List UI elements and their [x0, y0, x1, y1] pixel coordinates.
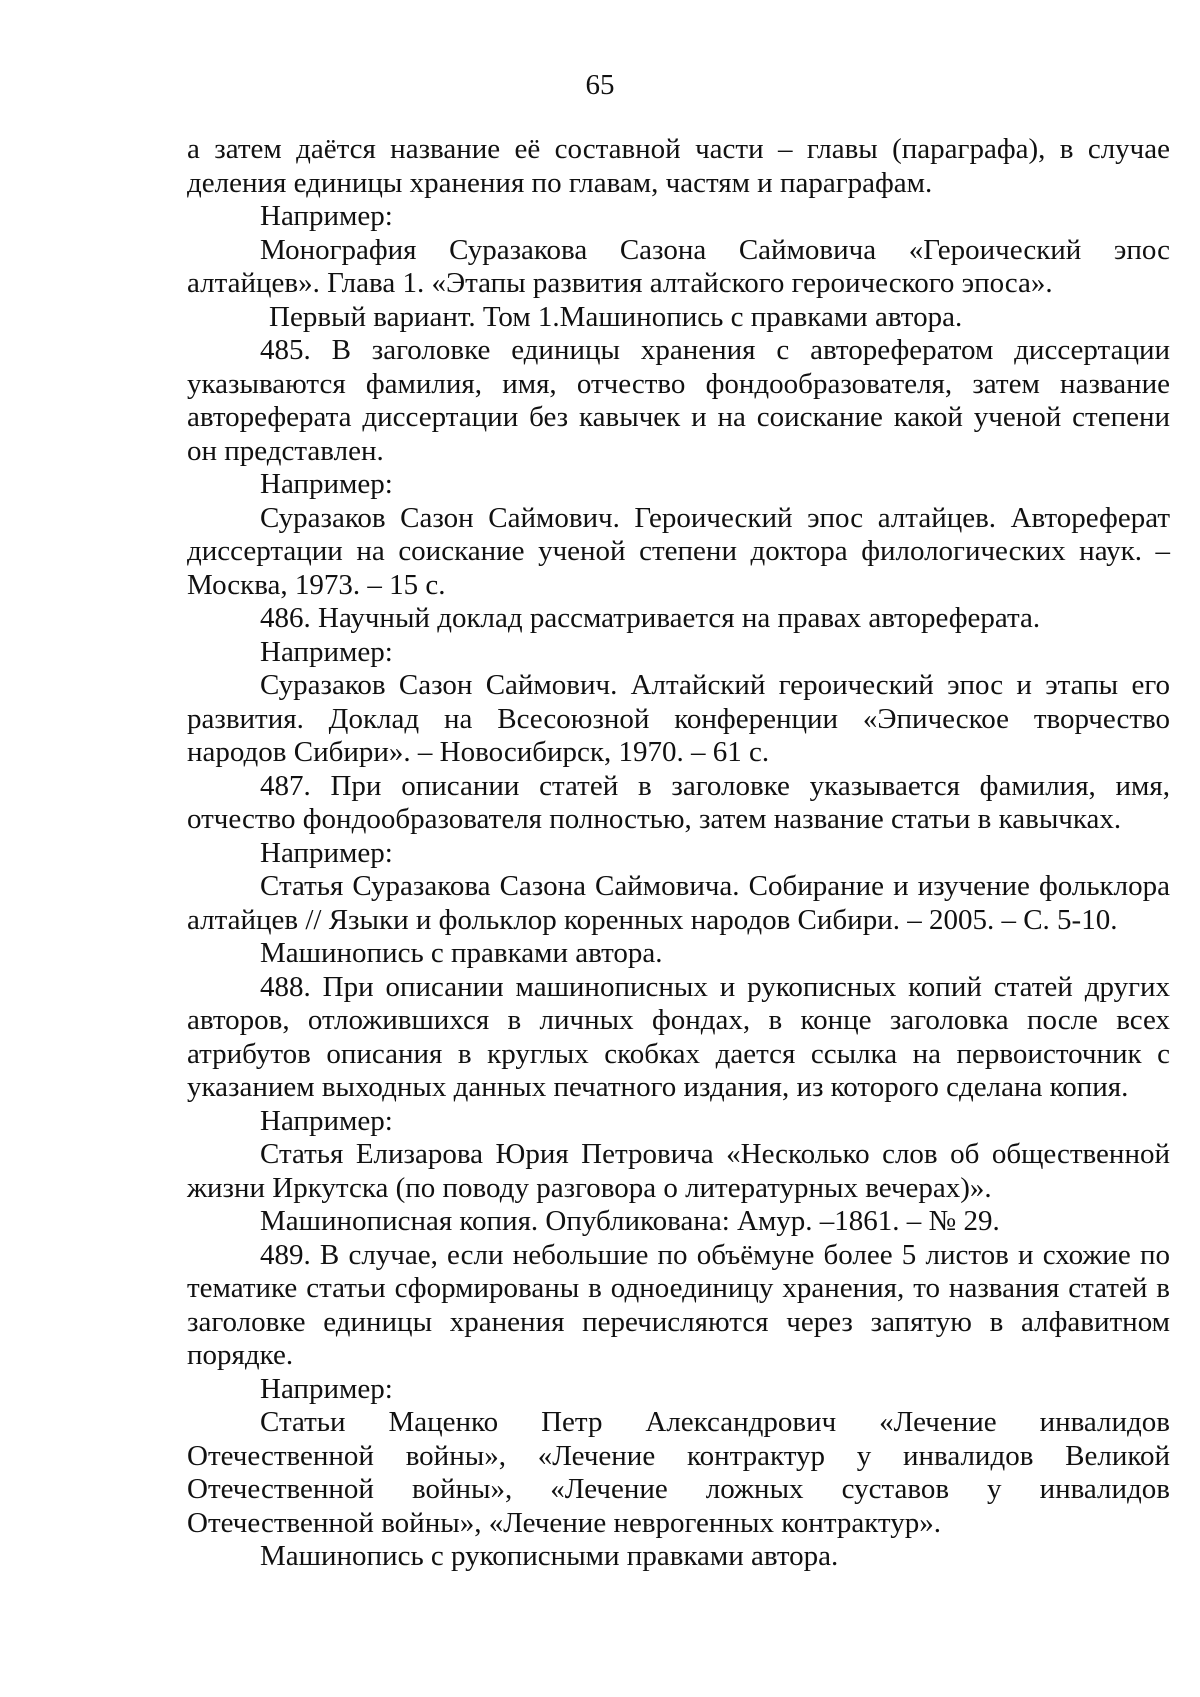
example-label: Например:: [260, 200, 393, 232]
paragraph-486: 486. Научный доклад рассматривается на правах автореферата.: [260, 602, 1041, 634]
example-text: Статья Елизарова Юрия Петровича «Несколько слов об общественной жизни Иркутска (по поводу разговора о литературных вечерах)».: [187, 1138, 1170, 1204]
paragraph: а затем даётся название её составной части – главы (параграфа), в случае деления единицы хранения по главам, частям и параграфам.: [187, 133, 1170, 199]
example-text: Суразаков Сазон Саймович. Героический эпос алтайцев. Автореферат диссертации на соискание ученой степени доктора филологических наук. –Москва, 1973. – 15 с.: [187, 501, 1170, 601]
example-label: Например:: [260, 1104, 393, 1137]
example-label: Например:: [260, 468, 393, 500]
paragraph-485: 485. В заголовке единицы хранения с авторефератом диссертации указываются фамилия, имя, отчество фондообразователя, затем название автореферата диссертации без кавычек и на соискание какой ученой степени он представлен.: [187, 334, 1170, 467]
example-label: Например:: [260, 1372, 393, 1405]
example-text: Монография Суразакова Сазона Саймовича «Героический эпос алтайцев». Глава 1. «Этапы развития алтайского героического эпоса».: [187, 233, 1170, 299]
example-note: Первый вариант. Том 1.Машинопись с правками автора.: [269, 300, 963, 333]
example-note: Машинописная копия. Опубликована: Амур. –1861. – № 29.: [260, 1205, 1000, 1237]
paragraph-487: 487. При описании статей в заголовке указывается фамилия, имя, отчество фондообразователя полностью, затем название статьи в кавычках.: [187, 769, 1170, 835]
example-note: Машинопись с рукописными правками автора.: [260, 1540, 839, 1572]
example-text: Суразаков Сазон Саймович. Алтайский героический эпос и этапы его развития. Доклад на Всесоюзной конференции «Эпическое творчество народов Сибири». – Новосибирск, 1970. – 61 с.: [187, 669, 1170, 768]
paragraph-488: 488. При описании машинописных и рукописных копий статей других авторов, отложившихся в личных фондах, в конце заголовка после всех атрибутов описания в круглых скобках дается ссылка на первоисточник с указанием выходных данных печатного издания, из которого сделана копия.: [187, 970, 1170, 1103]
example-text: Статьи Маценко Петр Александрович «Лечение инвалидов Отечественной войны», «Лечение контрактур у инвалидов Великой Отечественной войны», «Лечение ложных суставов у инвалидов Отечественной войны», «Лечение неврогенных контрактур».: [187, 1406, 1170, 1539]
example-label: Например:: [260, 635, 393, 668]
example-note: Машинопись с правками автора.: [260, 937, 663, 969]
example-text: Статья Суразакова Сазона Саймовича. Собирание и изучение фольклора алтайцев // Языки и фольклор коренных народов Сибири. – 2005. – С. 5-10.: [187, 870, 1170, 936]
paragraph-489: 489. В случае, если небольшие по объёмуне более 5 листов и схожие по тематике статьи сформированы в одноединицу хранения, то названия статей в заголовке единицы хранения перечисляются через запятую в алфавитном порядке.: [187, 1238, 1170, 1371]
example-label: Например:: [260, 836, 393, 869]
page-number: 65: [585, 69, 615, 101]
body-text: [187, 133, 1170, 1574]
